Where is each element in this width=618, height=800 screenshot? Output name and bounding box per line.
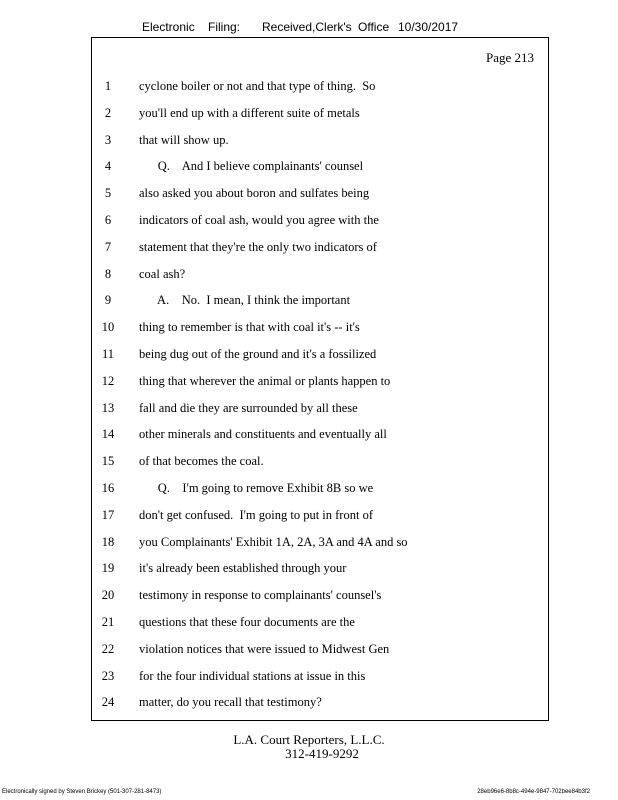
transcript-line <box>92 213 548 231</box>
line-number: 19 <box>101 561 115 576</box>
line-text: statement that they're the only two indicators of <box>139 239 377 254</box>
transcript-line <box>92 642 548 660</box>
line-number: 9 <box>104 293 112 308</box>
transcript-line <box>92 615 548 633</box>
line-text: thing to remember is that with coal it's -- it's <box>139 320 360 335</box>
line-number: 21 <box>101 615 115 629</box>
line-text: coal ash? <box>139 266 186 281</box>
line-text: you Complainants' Exhibit 1A, 2A, 3A and 4A and so <box>139 534 408 549</box>
line-text: cyclone boiler or not and that type of thing. So <box>139 79 376 93</box>
line-number: 2 <box>104 105 112 120</box>
line-text: of that becomes the coal. <box>139 454 264 469</box>
transcript-line <box>92 669 548 687</box>
line-number: 23 <box>101 668 115 683</box>
line-number: 17 <box>101 507 115 522</box>
line-number: 18 <box>101 534 115 549</box>
reporter-footer <box>0 733 618 761</box>
line-number: 13 <box>101 400 115 415</box>
transcript-line <box>92 481 548 499</box>
transcript-line <box>92 320 548 338</box>
line-number: 20 <box>101 588 115 603</box>
line-number: 22 <box>101 641 115 656</box>
transcript-line <box>92 695 548 713</box>
transcript-line <box>92 427 548 445</box>
line-text: testimony in response to complainants' counsel's <box>139 588 382 603</box>
document-hash: 28eb96e6-8b8c-494e-9847-702bee84b3f2 <box>477 789 590 795</box>
transcript-line <box>92 454 548 472</box>
page-number: Page 213 <box>485 50 534 65</box>
reporter-phone: 312-419-9292 <box>285 746 359 761</box>
line-text: matter, do you recall that testimony? <box>139 695 322 710</box>
line-text: that will show up. <box>139 132 229 147</box>
line-number: 6 <box>104 213 112 227</box>
transcript-page <box>91 37 549 721</box>
line-number: 3 <box>104 132 112 147</box>
line-number: 7 <box>104 239 112 254</box>
line-text: A. No. I mean, I think the important <box>139 293 351 308</box>
transcript-line <box>92 186 548 204</box>
reporter-company: L.A. Court Reporters, L.L.C. <box>233 732 385 747</box>
line-text: you'll end up with a different suite of metals <box>139 105 360 120</box>
line-text: thing that wherever the animal or plants happen to <box>139 373 391 388</box>
transcript-line <box>92 508 548 526</box>
filing-header <box>142 20 482 38</box>
transcript-line <box>92 293 548 311</box>
line-text: being dug out of the ground and it's a fossilized <box>139 347 377 361</box>
transcript-line <box>92 133 548 151</box>
line-number: 8 <box>104 266 112 281</box>
line-text: for the four individual stations at issue in this <box>139 668 366 683</box>
transcript-line <box>92 106 548 124</box>
header-date: 10/30/2017 <box>398 20 459 34</box>
line-number: 12 <box>101 373 115 388</box>
transcript-line <box>92 240 548 258</box>
header-office: Office <box>358 20 390 34</box>
line-text: Q. And I believe complainants' counsel <box>139 159 364 174</box>
line-number: 1 <box>104 79 112 93</box>
header-filing: Filing: <box>208 20 241 34</box>
line-text: violation notices that were issued to Midwest Gen <box>139 641 390 656</box>
transcript-line <box>92 374 548 392</box>
line-number: 5 <box>104 186 112 201</box>
line-text: questions that these four documents are the <box>139 615 355 629</box>
line-number: 16 <box>101 481 115 495</box>
line-number: 11 <box>101 347 115 361</box>
line-text: fall and die they are surrounded by all these <box>139 400 358 415</box>
transcript-line <box>92 267 548 285</box>
line-number: 14 <box>101 427 115 442</box>
transcript-line <box>92 79 548 97</box>
electronic-signature: Electronically signed by Steven Brickey (501-307-281-8473) <box>2 789 162 795</box>
line-number: 24 <box>101 695 115 710</box>
line-number: 15 <box>101 454 115 469</box>
transcript-line <box>92 535 548 553</box>
line-number: 10 <box>101 320 115 335</box>
line-number: 4 <box>104 159 112 174</box>
line-text: other minerals and constituents and eventually all <box>139 427 387 442</box>
transcript-line <box>92 588 548 606</box>
header-received: Received,Clerk's <box>262 20 352 34</box>
transcript-line <box>92 159 548 177</box>
transcript-line <box>92 347 548 365</box>
line-text: Q. I'm going to remove Exhibit 8B so we <box>139 481 374 495</box>
line-text: it's already been established through your <box>139 561 347 576</box>
line-text: also asked you about boron and sulfates being <box>139 186 370 201</box>
transcript-line <box>92 561 548 579</box>
header-electronic: Electronic <box>142 20 195 34</box>
transcript-line <box>92 401 548 419</box>
line-text: indicators of coal ash, would you agree with the <box>139 213 379 227</box>
line-text: don't get confused. I'm going to put in front of <box>139 507 373 522</box>
